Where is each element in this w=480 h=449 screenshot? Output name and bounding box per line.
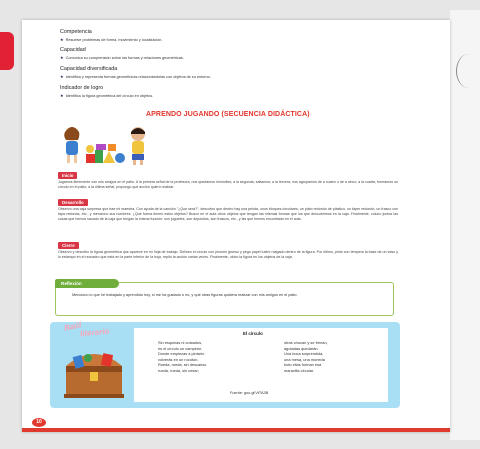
poem-column-1 <box>158 340 206 374</box>
page-edge-tab <box>0 32 14 70</box>
poem-line: Donde empiezas a pintarlo <box>158 351 205 357</box>
inicio-paragraph: Jugamos libremente con mis amigos en el patio. A la primera señal de la profesora, nos quedamos inmóviles; a la segunda, saltamos; a la tercera, nos agrupamos de a cuatro o de a cinco; a la cuarta, formamos un círculo en el patio; a la última señal, propongo qué acción quiero realizar. <box>58 180 398 190</box>
blocks <box>86 144 125 163</box>
capacidad-text: Comunica su comprensión sobre las formas y relaciones geométricas. <box>65 55 184 60</box>
girl-figure <box>64 127 79 163</box>
desarrollo-tag: Desarrollo <box>58 199 88 206</box>
adjacent-page-arc <box>456 54 480 88</box>
reflexion-text: Menciono lo que he trabajado y aprendido hoy, si me ha gustado o no, y qué otras figuras quisiera realizar con mis amigos en el patio. <box>72 293 298 297</box>
poem-line: otras chocan y se frenan, <box>284 340 328 345</box>
main-title: APRENDO JUGANDO (SECUENCIA DIDÁCTICA) <box>146 111 310 118</box>
cierre-tag: Cierre <box>58 242 79 249</box>
baul-heading-2: literario <box>79 326 110 339</box>
poem-line: es el círculo un campeón. <box>158 345 203 351</box>
competencia-text: Resuelve problemas de forma, movimiento y localización. <box>65 37 163 42</box>
reflexion-tag: Reflexión <box>55 279 119 288</box>
poem-line: agotadas quedarán. <box>284 345 319 351</box>
capacidad-diversificada-item <box>60 74 211 79</box>
poem-line: todo ellas forman esa <box>284 362 322 368</box>
poem-line: volverás en un rucutún. <box>158 356 199 362</box>
star-icon: ★ <box>60 37 64 42</box>
star-icon: ★ <box>60 55 64 60</box>
footer-strip <box>22 428 450 432</box>
poem-line: rueda, rueda, sin cesar; <box>158 367 199 373</box>
star-icon: ★ <box>60 93 64 98</box>
poem-line: Rueda, rueda, sin descanso <box>158 362 207 368</box>
poem-column-2 <box>284 340 328 374</box>
poem-line: Sin esquinas ni costados, <box>158 340 203 345</box>
baul-heading-1: Baúl <box>63 320 83 333</box>
inicio-tag: Inicio <box>58 172 77 179</box>
cierre-paragraph: Observo y describo la figura geométrica que aparece en mi hoja de trabajo. Delineo el círculo con plumón grueso y pego papel lustre rasgado dentro de la figura. Por último, pinto con témpera la base de un vaso y lo estampo en el recuadro que está en la parte inferior de la hoja, repito la acción varias veces. Finalmente, ubico la figura en los objetos de la caja. <box>58 250 398 260</box>
poem-title: El círculo <box>243 331 263 336</box>
poem-line: Una boca sorprendida, <box>284 351 324 357</box>
competencia-title: Competencia <box>60 29 92 35</box>
boy-figure <box>131 127 145 165</box>
indicador-text: Identifica la figura geométrica del círculo en objetos. <box>65 93 154 98</box>
capacidad-title: Capacidad <box>60 47 86 53</box>
indicador-item <box>60 93 153 98</box>
indicador-title: Indicador de logro <box>60 85 104 91</box>
children-blocks-illustration <box>60 122 150 168</box>
poem-line: una mesa, una moneda <box>284 356 325 362</box>
treasure-chest-illustration <box>58 346 130 404</box>
capacidad-diversificada-text: Identifica y representa formas geométricas relacionándolas con objetos de su entorno. <box>65 74 211 79</box>
competencia-item <box>60 37 162 42</box>
star-icon: ★ <box>60 74 64 79</box>
poem-source: Fuente: goo.gl/VtTA3B <box>230 391 269 395</box>
page-number: 10 <box>32 418 46 427</box>
capacidad-item <box>60 55 184 60</box>
desarrollo-paragraph: Observo una caja sorpresa que trae mi maestra. Con ayuda de la canción "¿Qué será?", descubro que dentro hay una pelota, unos bloques circulares, un plato redondo de plástico, un táper redondo, un frasco con tapa redonda, etc., y menciono sus nombres. ¿Qué forma tienen estos objetos? Busco en el aula otros objetos que tengan las mismas formas que los que descubrimos en la caja. Finalmente, coloco juntos las cosas que hemos sacado de la caja que tengan la misma función: son juguetes, son depósitos, son frascos, etc., y las que hemos encontrado en el aula. <box>58 207 398 222</box>
capacidad-diversificada-title: Capacidad diversificada <box>60 66 118 72</box>
poem-line: maravilla circular. <box>284 367 315 373</box>
